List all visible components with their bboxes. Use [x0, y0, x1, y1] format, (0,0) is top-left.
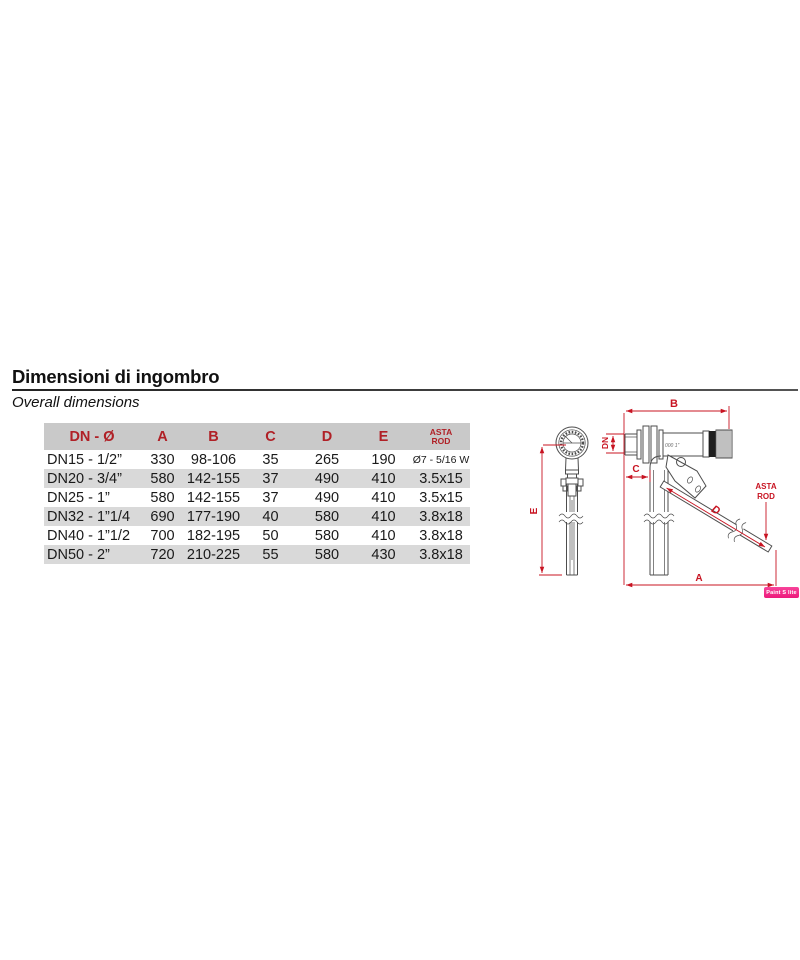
table-row [44, 507, 470, 526]
table-cell: 3.8x18 [412, 526, 470, 545]
table-cell: 580 [299, 545, 355, 564]
dimension-e [529, 445, 566, 575]
table-cell: 37 [242, 469, 299, 488]
table-cell: 182-195 [186, 527, 241, 544]
dimension-a-label: A [695, 573, 703, 584]
table-cell: 50 [242, 526, 299, 545]
table-cell: Ø7 - 5/16 W [412, 450, 470, 469]
table-cell: DN20 - 3/4” [44, 469, 140, 488]
dimension-a [626, 550, 776, 586]
body-marking: 000 1” [665, 443, 680, 449]
table-cell: 98-106 [185, 450, 242, 469]
table-cell: 330 [140, 450, 185, 469]
column-header-b: B [185, 423, 242, 450]
table-cell: 720 [140, 545, 185, 564]
table-cell: DN50 - 2” [44, 545, 140, 564]
dimension-b-label: B [670, 398, 678, 410]
column-header-dn: DN - Ø [44, 423, 140, 450]
table-cell: 580 [299, 507, 355, 526]
table-row [44, 450, 470, 469]
table-cell: 55 [242, 545, 299, 564]
dimensions-table-header [44, 423, 470, 450]
table-cell: 265 [299, 450, 355, 469]
valve-side-view [625, 426, 772, 575]
table-cell: 40 [242, 507, 299, 526]
table-cell: 37 [242, 488, 299, 507]
table-cell: DN25 - 1” [44, 488, 140, 507]
table-cell: DN40 - 1”1/2 [44, 526, 140, 545]
o-ring-band [709, 431, 716, 457]
column-header-e: E [355, 423, 412, 450]
table-cell: 410 [355, 488, 412, 507]
column-header-asta-rod: ASTA ROD [412, 423, 470, 450]
table-cell: DN32 - 1”1/4 [44, 507, 140, 526]
table-cell: 142-155 [186, 489, 241, 506]
dimension-dn [600, 434, 624, 453]
table-cell: 3.8x18 [412, 545, 470, 564]
dimension-dn-label: DN [600, 436, 610, 450]
table-cell: 700 [140, 526, 185, 545]
dimension-d [667, 488, 766, 547]
asta-rod-callout [755, 482, 776, 540]
valve-technical-drawing [515, 390, 800, 605]
table-cell: 3.5x15 [412, 469, 470, 488]
table-cell: 210-225 [186, 546, 241, 563]
table-cell: 690 [140, 507, 185, 526]
dimensions-table [44, 423, 470, 564]
column-header-c: C [242, 423, 299, 450]
section-title: Dimensioni di ingombro [12, 366, 220, 387]
svg-text:ASTA: ASTA [755, 482, 777, 491]
watermark-badge: Paint S lite [764, 587, 799, 598]
section-subtitle: Overall dimensions [12, 394, 140, 411]
table-cell: 190 [355, 450, 412, 469]
dimension-e-label: E [529, 507, 540, 515]
valve-front-view [556, 427, 588, 575]
table-row [44, 545, 470, 564]
column-header-d: D [299, 423, 355, 450]
table-cell: 3.8x18 [412, 507, 470, 526]
dimension-c-label: C [632, 464, 640, 475]
table-cell: 410 [355, 526, 412, 545]
table-cell: 142-155 [186, 470, 241, 487]
table-cell: 490 [299, 488, 355, 507]
table-cell: 35 [242, 450, 299, 469]
dimension-d-label: D [709, 503, 723, 518]
table-cell: 430 [355, 545, 412, 564]
table-cell: 490 [299, 469, 355, 488]
table-cell: DN15 - 1/2” [44, 450, 140, 469]
table-row [44, 469, 470, 488]
table-row [44, 488, 470, 507]
table-cell: 410 [355, 469, 412, 488]
table-cell: 410 [355, 507, 412, 526]
table-cell: 177-190 [186, 508, 241, 525]
table-cell: 580 [140, 469, 185, 488]
dimension-c [626, 464, 650, 482]
table-cell: 580 [299, 526, 355, 545]
dimensions-table-body [44, 450, 470, 564]
table-cell: 3.5x15 [412, 488, 470, 507]
column-header-a: A [140, 423, 185, 450]
table-row [44, 526, 470, 545]
knurl-lines [718, 430, 730, 458]
svg-text:ROD: ROD [757, 492, 775, 501]
table-cell: 580 [140, 488, 185, 507]
